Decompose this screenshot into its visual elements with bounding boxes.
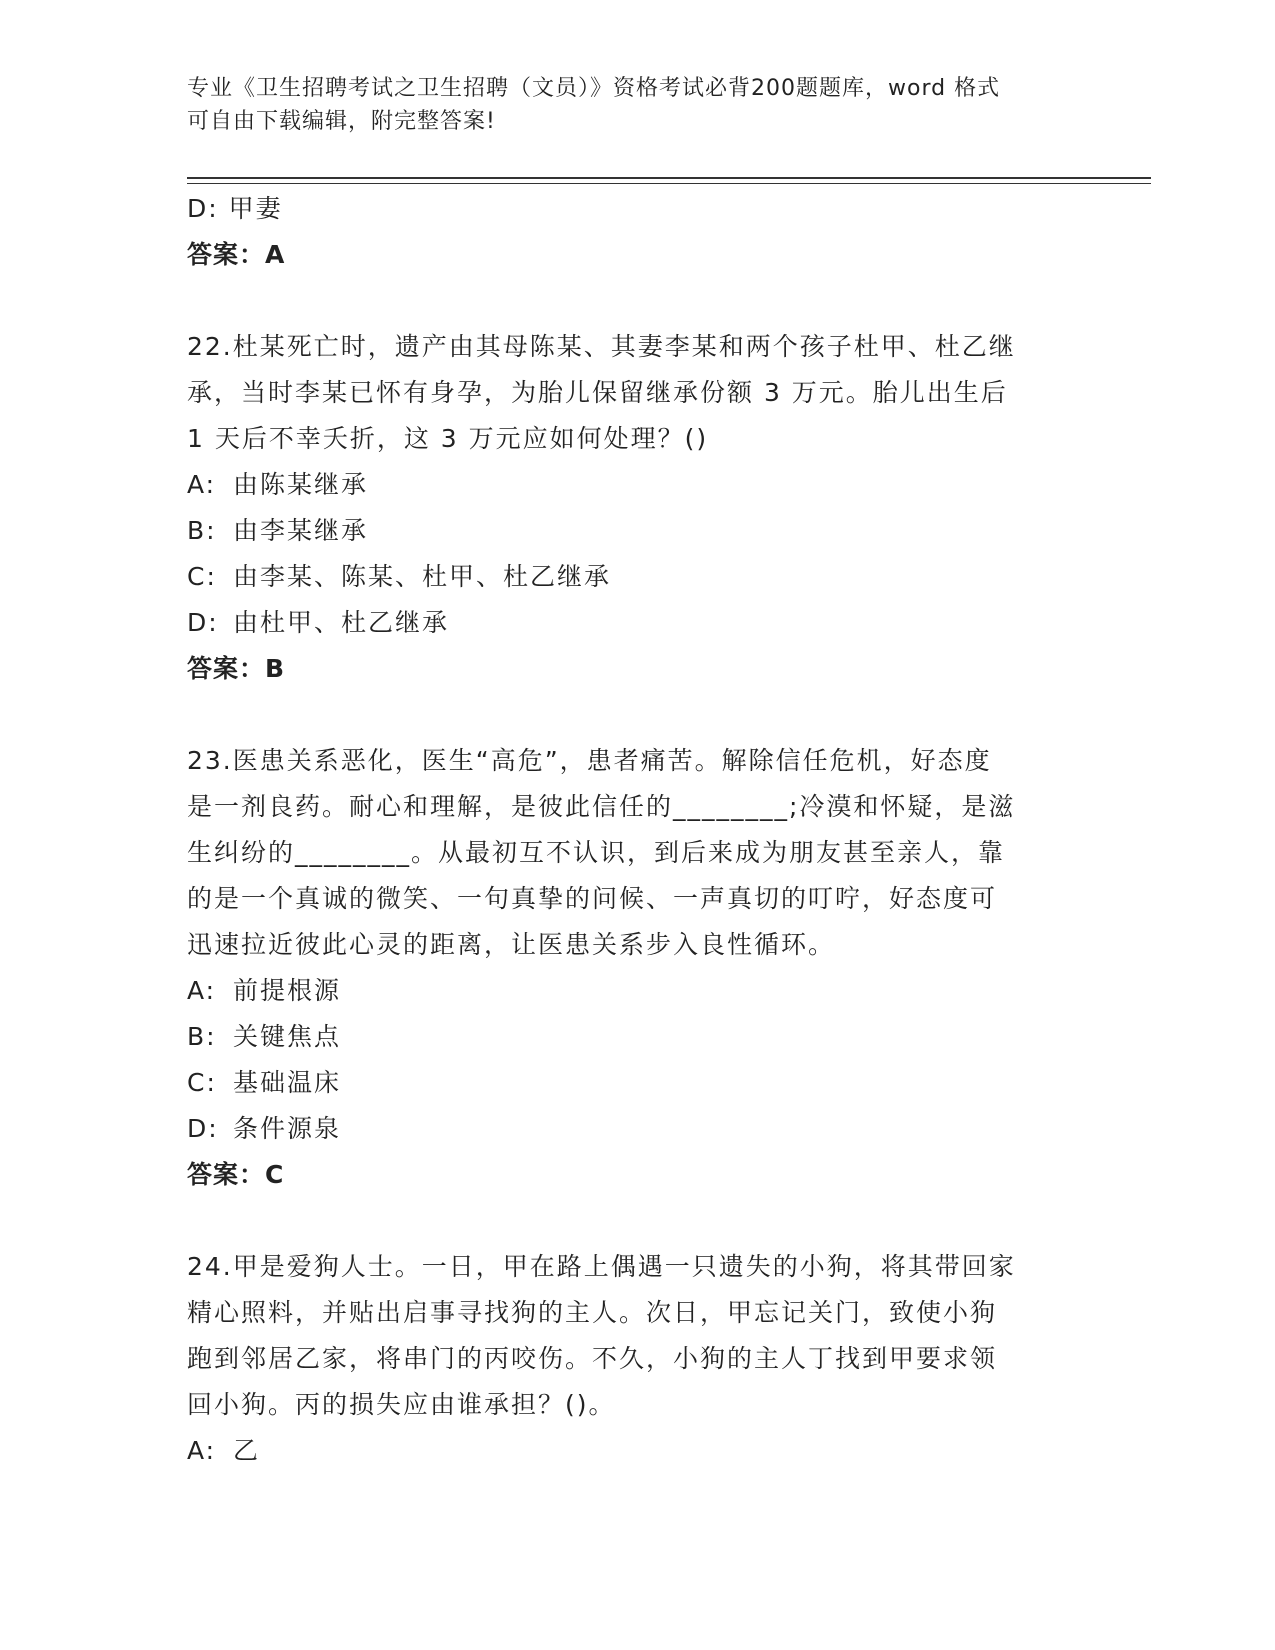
option-text: 由李某、陈某、杜甲、杜乙继承: [233, 562, 612, 591]
question-22-option-a: [187, 462, 1067, 508]
option-text: 由陈某继承: [233, 470, 369, 499]
option-text: 由杜甲、杜乙继承: [233, 608, 450, 637]
prev-answer: 答案：A: [187, 240, 286, 269]
question-22-answer: 答案：B: [187, 654, 286, 683]
option-key: D:: [187, 1114, 219, 1143]
option-key: A:: [187, 1436, 217, 1465]
question-23-line-2: 是一剂良药。耐心和理解，是彼此信任的________;冷漠和怀疑，是滋: [187, 792, 1016, 821]
header-line-1: 专业《卫生招聘考试之卫生招聘（文员）》资格考试必背200题题库，word 格式: [187, 76, 1001, 101]
question-24: [187, 1244, 1067, 1474]
option-text: 基础温床: [233, 1068, 342, 1097]
question-22-line-2: 承，当时李某已怀有身孕，为胎儿保留继承份额 3 万元。胎儿出生后: [187, 378, 1008, 407]
question-content: [187, 186, 1067, 1474]
question-24-line-3: 跑到邻居乙家，将串门的丙咬伤。不久，小狗的主人丁找到甲要求领: [187, 1344, 998, 1373]
option-text: 关键焦点: [233, 1022, 342, 1051]
spacer: [187, 1198, 1067, 1244]
question-22-line-3: 1 天后不幸夭折，这 3 万元应如何处理？(): [187, 424, 709, 453]
question-22-option-b: [187, 508, 1067, 554]
header-rule-thick: [187, 177, 1151, 179]
question-22: [187, 324, 1067, 692]
option-key: A:: [187, 976, 217, 1005]
question-22-line-1: 22.杜某死亡时，遗产由其母陈某、其妻李某和两个孩子杜甲、杜乙继: [187, 332, 1016, 361]
question-22-option-c: [187, 554, 1067, 600]
question-23-line-1: 23.医患关系恶化，医生“高危”，患者痛苦。解除信任危机，好态度: [187, 746, 992, 775]
question-23-option-a: [187, 968, 1067, 1014]
option-text: 条件源泉: [233, 1114, 342, 1143]
prev-option-d: D: 甲妻: [187, 194, 283, 223]
question-23-option-c: [187, 1060, 1067, 1106]
page-header: [187, 72, 1067, 138]
question-24-line-1: 24.甲是爱狗人士。一日，甲在路上偶遇一只遗失的小狗，将其带回家: [187, 1252, 1016, 1281]
option-text: 前提根源: [233, 976, 342, 1005]
question-23-option-b: [187, 1014, 1067, 1060]
option-text: 由李某继承: [233, 516, 369, 545]
option-key: B:: [187, 516, 217, 545]
option-text: 乙: [233, 1436, 261, 1465]
option-key: D:: [187, 608, 219, 637]
option-key: C:: [187, 1068, 217, 1097]
option-key: B:: [187, 1022, 217, 1051]
option-key: C:: [187, 562, 217, 591]
question-23-option-d: [187, 1106, 1067, 1152]
spacer: [187, 692, 1067, 738]
question-23-line-5: 迅速拉近彼此心灵的距离，让医患关系步入良性循环。: [187, 930, 836, 959]
question-23-answer: 答案：C: [187, 1160, 285, 1189]
question-24-line-2: 精心照料，并贴出启事寻找狗的主人。次日，甲忘记关门，致使小狗: [187, 1298, 998, 1327]
question-24-line-4: 回小狗。丙的损失应由谁承担？()。: [187, 1390, 616, 1419]
spacer: [187, 278, 1067, 324]
question-23: [187, 738, 1067, 1198]
question-22-option-d: [187, 600, 1067, 646]
header-rule-thin: [187, 183, 1151, 184]
question-23-line-3: 生纠纷的________。从最初互不认识，到后来成为朋友甚至亲人，靠: [187, 838, 1006, 867]
header-line-2: 可自由下载编辑，附完整答案!: [187, 109, 496, 134]
option-key: A:: [187, 470, 217, 499]
question-23-line-4: 的是一个真诚的微笑、一句真挚的问候、一声真切的叮咛，好态度可: [187, 884, 998, 913]
question-24-option-a: [187, 1428, 1067, 1474]
